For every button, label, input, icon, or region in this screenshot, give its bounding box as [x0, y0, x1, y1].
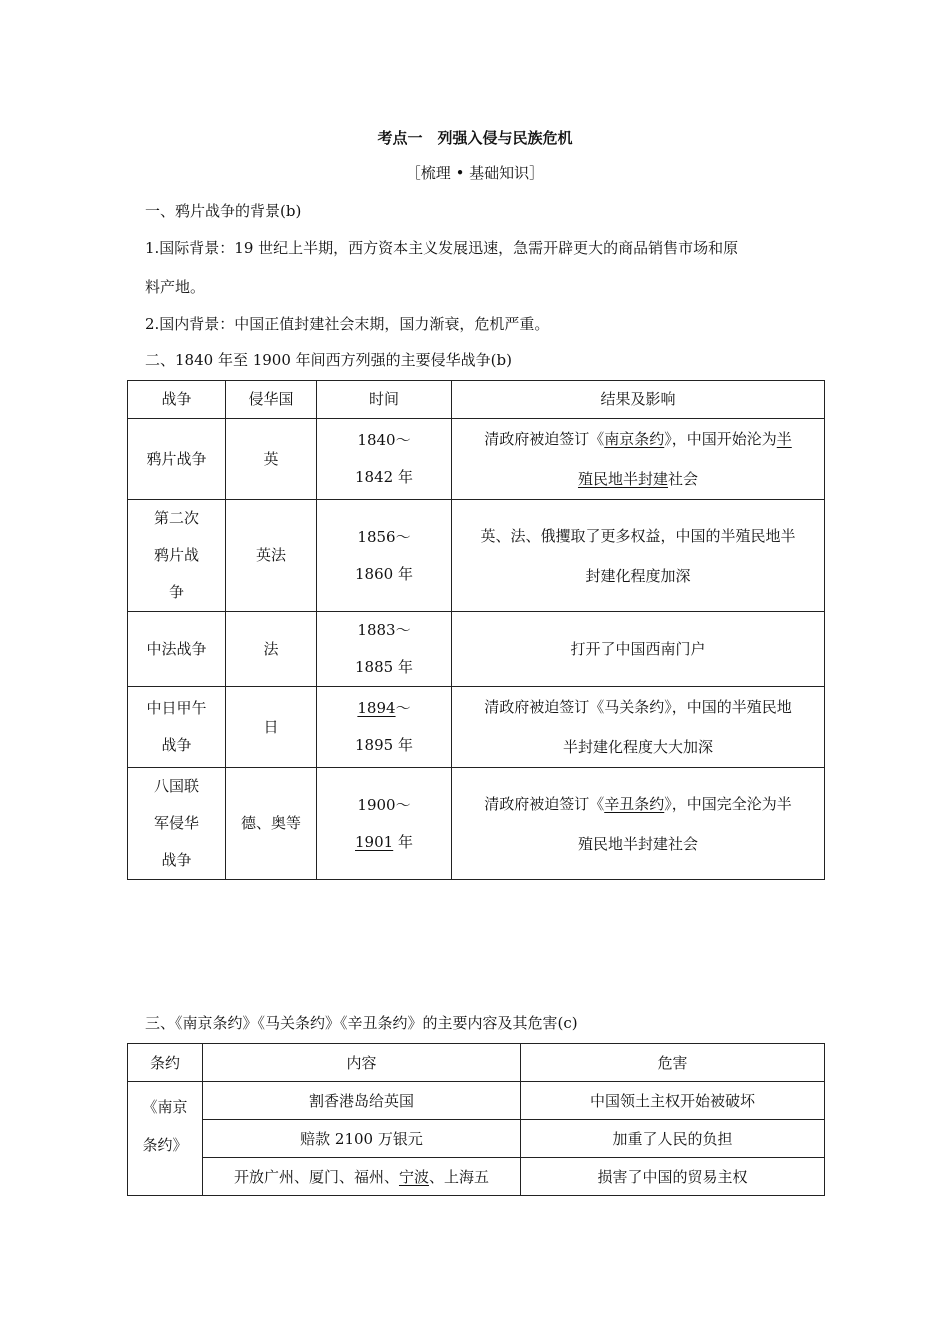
header-time: 时间 [317, 381, 452, 419]
header-treaty: 条约 [128, 1044, 203, 1082]
war-name: 第二次 鸦片战 争 [128, 500, 226, 612]
time-range: 1883～ 1885 年 [317, 612, 452, 687]
harm-cell: 加重了人民的负担 [521, 1120, 825, 1158]
header-harm: 危害 [521, 1044, 825, 1082]
section2-heading: 二、1840 年至 1900 年间西方列强的主要侵华战争(b) [145, 351, 512, 369]
table-row [128, 687, 825, 768]
section1-item2: 2.国内背景：中国正值封建社会末期，国力渐衰，危机严重。 [145, 315, 550, 333]
result: 清政府被迫签订《辛丑条约》，中国完全沦为半 殖民地半封建社会 [452, 768, 825, 880]
time-range: 1900～ 1901 年 [317, 768, 452, 880]
table-row [128, 768, 825, 880]
section1-heading: 一、鸦片战争的背景(b) [145, 202, 302, 220]
time-range: 1840～ 1842 年 [317, 419, 452, 500]
country: 英法 [226, 500, 317, 612]
section1-item1-line2: 料产地。 [145, 278, 206, 296]
time-range: 1856～ 1860 年 [317, 500, 452, 612]
wars-table [127, 380, 825, 880]
table-row [128, 500, 825, 612]
section1-item1-line1: 1.国际背景：19 世纪上半期，西方资本主义发展迅速，急需开辟更大的商品销售市场和原 [145, 239, 739, 257]
war-name: 中日甲午 战争 [128, 687, 226, 768]
harm-cell: 损害了中国的贸易主权 [521, 1158, 825, 1196]
page-subtitle: ［梳理 • 基础知识］ [405, 164, 545, 182]
table-header-row [128, 1044, 825, 1082]
table-row [128, 1120, 825, 1158]
war-name: 鸦片战争 [128, 419, 226, 500]
page-title: 考点一 列强入侵与民族危机 [377, 129, 573, 147]
table-row [128, 1082, 825, 1120]
country: 法 [226, 612, 317, 687]
table-row [128, 612, 825, 687]
table-header-row [128, 381, 825, 419]
table-row [128, 419, 825, 500]
time-range: 1894～ 1895 年 [317, 687, 452, 768]
treaty-name: 《南京 条约》 [128, 1082, 203, 1196]
result: 清政府被迫签订《南京条约》，中国开始沦为半 殖民地半封建社会 [452, 419, 825, 500]
country: 德、奥等 [226, 768, 317, 880]
war-name: 八国联 军侵华 战争 [128, 768, 226, 880]
result: 清政府被迫签订《马关条约》，中国的半殖民地 半封建化程度大大加深 [452, 687, 825, 768]
country: 日 [226, 687, 317, 768]
harm-cell: 中国领土主权开始被破坏 [521, 1082, 825, 1120]
result: 打开了中国西南门户 [452, 612, 825, 687]
section3-heading: 三、《南京条约》《马关条约》《辛丑条约》的主要内容及其危害(c) [145, 1014, 578, 1032]
content-cell: 赔款 2100 万银元 [203, 1120, 521, 1158]
treaties-table [127, 1043, 825, 1196]
table-row [128, 1158, 825, 1196]
header-content: 内容 [203, 1044, 521, 1082]
header-war: 战争 [128, 381, 226, 419]
header-country: 侵华国 [226, 381, 317, 419]
content-cell: 开放广州、厦门、福州、宁波、上海五 [203, 1158, 521, 1196]
war-name: 中法战争 [128, 612, 226, 687]
country: 英 [226, 419, 317, 500]
header-result: 结果及影响 [452, 381, 825, 419]
content-cell: 割香港岛给英国 [203, 1082, 521, 1120]
result: 英、法、俄攫取了更多权益，中国的半殖民地半 封建化程度加深 [452, 500, 825, 612]
